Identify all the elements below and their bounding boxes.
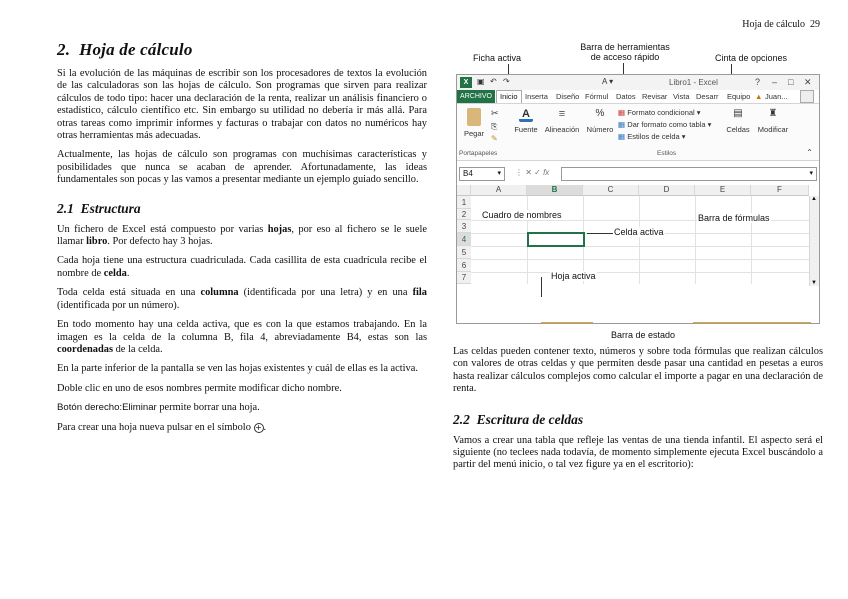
paragraph-hojas-existentes: En la parte inferior de la pantalla se ven las hojas existentes y cuál de ellas es la activa. (57, 363, 418, 375)
tab-vista[interactable]: Vista (673, 92, 690, 101)
paragraph-columna-fila: Toda celda está situada en una columna (identificada por una letra) y en una fila (identificada por un número). (57, 287, 427, 311)
cut-icon[interactable]: ✂ (491, 108, 499, 118)
callout-barra-formulas: Barra de fórmulas (698, 213, 770, 223)
select-all-corner[interactable] (457, 185, 471, 196)
vertical-scrollbar[interactable] (809, 196, 819, 286)
running-head: Hoja de cálculo 29 (742, 19, 820, 30)
ribbon-tabs (457, 90, 819, 103)
paragraph-celdas-contenido: Las celdas pueden contener texto, números y sobre toda fórmulas que realizan cálculos con valores de otras celdas y que permiten desde pasar una cantidad en pesetas a euros hasta realizar cálculos complejos como calcular el importe a pagar en una declaración de renta. (453, 346, 823, 395)
callout-celda-activa: Celda activa (614, 227, 664, 237)
paragraph-nueva-hoja: Para crear una hoja nueva pulsar en el símbolo + . (57, 421, 267, 433)
copy-icon[interactable]: ⎘ (491, 122, 498, 131)
chevron-down-icon: ▾ (497, 170, 501, 177)
editing-button[interactable]: ♜ Modificar (757, 108, 789, 134)
scroll-up-icon[interactable]: ▲ (811, 196, 817, 202)
paragraph-doble-clic: Doble clic en uno de esos nombres permite modificar dicho nombre. (57, 382, 342, 394)
callout-cinta-opciones: Cinta de opciones (715, 53, 788, 63)
column-header[interactable]: E (695, 185, 751, 196)
table-format-icon: ▦ (618, 120, 626, 129)
plus-circle-icon: + (255, 422, 262, 432)
excel-logo-icon: X (460, 77, 472, 88)
callout-ficha-activa: Ficha activa (473, 53, 522, 63)
gridline (695, 196, 696, 284)
gridline (639, 196, 640, 284)
column-header[interactable]: A (471, 185, 527, 196)
gridline (471, 272, 809, 273)
row-header[interactable]: 6 (457, 259, 471, 272)
column-header[interactable]: F (751, 185, 809, 196)
collapse-ribbon-icon[interactable]: ⌃ (806, 148, 813, 157)
gridline (471, 246, 809, 247)
active-cell-b4[interactable] (527, 232, 585, 247)
tab-insertar[interactable]: Inserta (525, 92, 548, 101)
leader-line (587, 233, 613, 234)
tab-equipo[interactable]: Equipo (727, 92, 751, 101)
tab-desarrollador[interactable]: Desarr (696, 92, 719, 101)
tab-diseno[interactable]: Diseño (556, 92, 580, 101)
avatar[interactable] (800, 90, 814, 103)
column-header[interactable]: B (527, 185, 583, 196)
font-color-icon[interactable]: A ▾ (602, 77, 614, 86)
row-header[interactable]: 1 (457, 196, 471, 209)
ribbon (457, 103, 819, 161)
cells-icon: ▤ (733, 108, 743, 119)
subsection-title: 2.1 Estructura (57, 200, 141, 216)
cell-styles-button[interactable]: ▦ Estilos de celda ▾ (618, 132, 686, 141)
name-box[interactable]: B4 ▾ (459, 167, 505, 181)
paragraph-coordenadas: En todo momento hay una celda activa, que es con la que estamos trabajando. En la imagen es la celda de la columna B, fila 4, abreviadamente B4, estas son las coordenadas de la celda. (57, 319, 427, 355)
right-column (453, 346, 823, 479)
warning-icon: ▲ (755, 92, 763, 101)
paragraph-escritura: Vamos a crear una tabla que refleje las ventas de una tienda infantil. El aspecto será el siguiente (no teclees nada todavía, de momento simplemente ejecuta Excel buscándolo a partir del menú inicio, o tal vez figure ya en el escritorio): (453, 434, 823, 471)
subsection-title: 2.2 Escritura de celdas (453, 411, 584, 427)
leader-line (541, 277, 542, 297)
window-title: Libro1 - Excel (669, 78, 718, 87)
title-bar (457, 75, 819, 90)
number-button[interactable]: % Número (586, 108, 614, 134)
callout-hoja-activa: Hoja activa (551, 271, 596, 281)
paragraph-hojas: Un fichero de Excel está compuesto por varias hojas, por eso al fichero se le suele llamar libro. Por defecto hay 3 hojas. (57, 223, 427, 248)
column-header[interactable]: C (583, 185, 639, 196)
conditional-format-icon: ▦ (618, 108, 626, 117)
binoculars-icon: ♜ (768, 108, 778, 119)
cells-button[interactable]: ▤ Celdas (726, 108, 750, 134)
help-icon[interactable]: ? (755, 77, 761, 87)
leader-line (693, 322, 811, 323)
tab-datos[interactable]: Datos (616, 92, 636, 101)
redo-icon[interactable]: ↷ (503, 77, 510, 86)
row-header[interactable]: 5 (457, 246, 471, 259)
excel-figure (453, 42, 823, 342)
group-label-clipboard: Portapapeles (459, 150, 498, 157)
styles-group (618, 107, 711, 143)
format-as-table-button[interactable]: ▦ Dar formato como tabla ▾ (618, 120, 712, 129)
callout-barra-herramientas: Barra de herramientas de acceso rápido (580, 42, 670, 62)
expand-formula-icon[interactable]: ▾ (809, 170, 813, 177)
paragraph-celda: Cada hoja tiene una estructura cuadriculada. Cada casillita de esta cuadrícula recibe el nombre de celda. (57, 255, 427, 279)
excel-window (456, 74, 820, 324)
format-painter-icon[interactable]: ✎ (491, 134, 498, 143)
row-header[interactable]: 7 (457, 272, 471, 284)
save-icon[interactable]: ▣ (477, 77, 485, 86)
section-title: 2. Hoja de cálculo (57, 40, 193, 59)
row-header[interactable]: 2 (457, 209, 471, 220)
clipboard-icon (467, 108, 481, 126)
worksheet-grid (457, 185, 819, 323)
leader-line (541, 322, 593, 323)
minimize-icon[interactable]: – (772, 77, 778, 87)
close-icon[interactable]: ✕ (804, 77, 812, 87)
undo-icon[interactable]: ↶ (490, 77, 497, 86)
gridline (471, 259, 809, 260)
formula-buttons[interactable]: ⋮ ✕ ✓ fx (515, 168, 550, 177)
group-label-styles: Estilos (657, 150, 677, 157)
scroll-down-icon[interactable]: ▼ (811, 280, 817, 286)
callout-cuadro-nombres: Cuadro de nombres (482, 210, 562, 220)
align-icon: ≡ (558, 108, 566, 120)
conditional-format-button[interactable]: ▦ Formato condicional ▾ (618, 108, 701, 117)
row-header[interactable]: 4 (457, 233, 471, 246)
tab-formulas[interactable]: Fórmul (585, 92, 609, 101)
callout-barra-estado: Barra de estado (610, 330, 676, 340)
user-name[interactable]: Juan... (765, 92, 788, 101)
tab-inicio[interactable]: Inicio (496, 90, 522, 103)
font-icon: A (519, 108, 533, 122)
section-paragraph-1: Si la evolución de las máquinas de escribir son los procesadores de textos la evolución de las calculadoras son las hojas de cálculo. Son programas que sirven para realizar cálculos de todo tipo: hacer una declaración de la renta, realizar un análisis financiero o estadístico, cálculo científico etc. Sin embargo su utilidad no debería ir más allá. Para otras tareas como imprimir informes y facturas o trabajar con datos no numéricos hay otras herramientas más adecuadas. (57, 68, 427, 142)
formula-bar (457, 167, 819, 181)
section-paragraph-2: Actualmente, las hojas de cálculo son programas con muchísimas características y posibilidades que nunca se acaban de aprender. Afortunadamente, las ideas fundamentales son pocas y las vamos a presentar mediante un ejemplo guiado sencillo. (57, 149, 427, 186)
font-button[interactable]: A Fuente (514, 108, 538, 134)
tab-archivo[interactable]: ARCHIVO (457, 90, 495, 103)
maximize-icon[interactable]: □ (788, 77, 794, 87)
alignment-button[interactable]: ≡ Alineación (544, 108, 580, 134)
row-header[interactable]: 3 (457, 220, 471, 233)
paste-button[interactable]: Pegar (463, 108, 485, 138)
gridline (751, 196, 752, 284)
formula-input[interactable] (561, 167, 817, 181)
cell-styles-icon: ▦ (618, 132, 626, 141)
paragraph-boton-derecho: Botón derecho:Eliminar permite borrar una hoja. (57, 402, 260, 414)
column-header[interactable]: D (639, 185, 695, 196)
percent-icon: % (595, 108, 605, 119)
left-column (57, 40, 427, 441)
tab-revisar[interactable]: Revisar (642, 92, 668, 101)
